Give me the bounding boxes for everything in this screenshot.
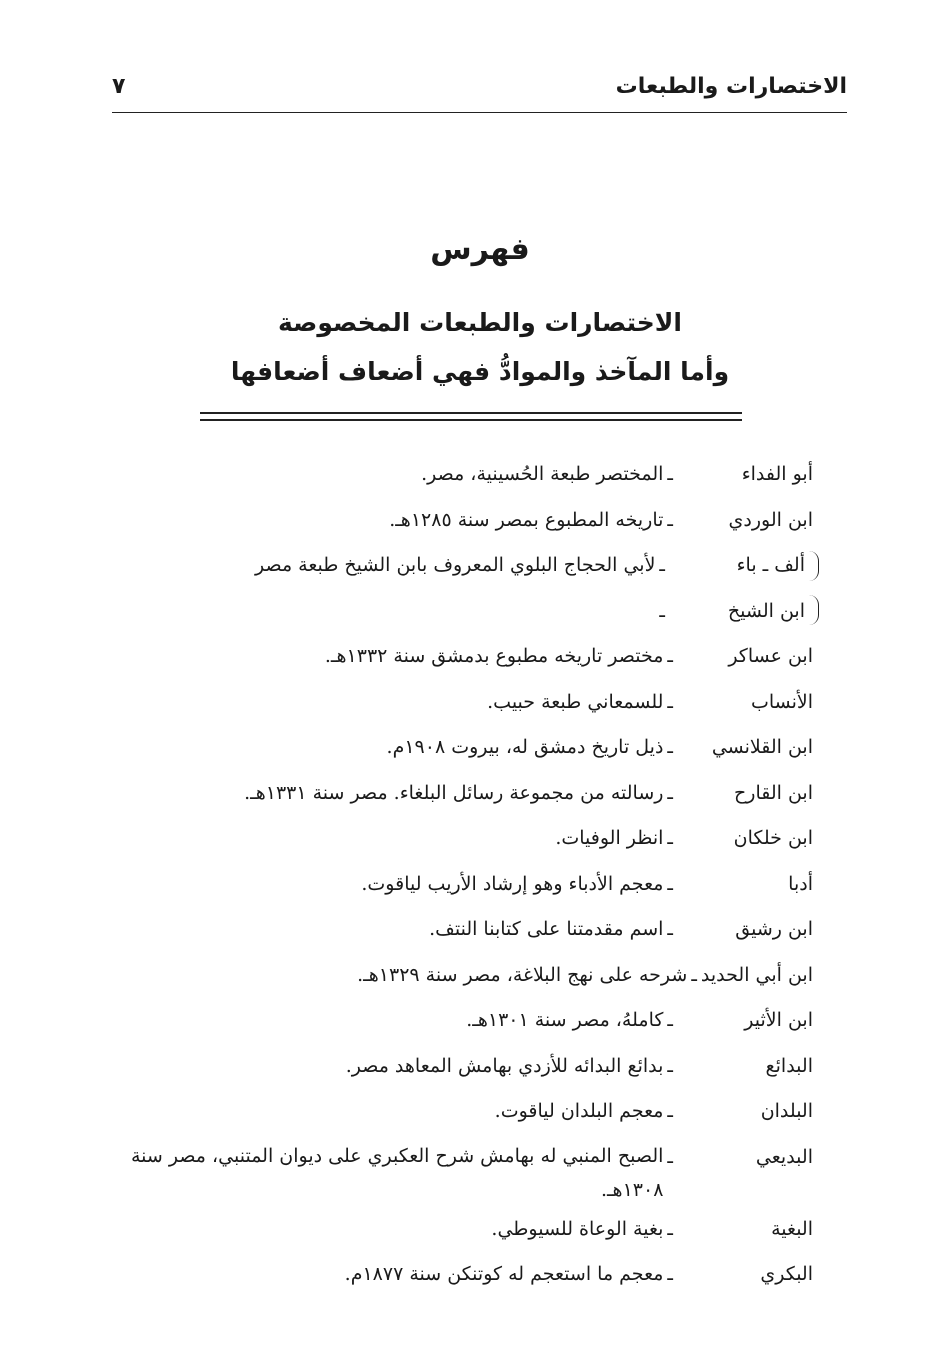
entry-term: ابن الوردي xyxy=(728,508,813,531)
list-item xyxy=(108,498,813,544)
entry-dash: ـ xyxy=(667,1009,673,1031)
entry-term: الأنساب xyxy=(750,690,813,713)
list-item xyxy=(108,1135,813,1207)
entry-term: أبو الفداء xyxy=(741,463,813,485)
entry-term: ألف ـ باء xyxy=(736,554,805,576)
entry-dash: ـ xyxy=(667,1263,673,1285)
list-item xyxy=(108,452,813,498)
entry-term: البدائع xyxy=(765,1054,813,1077)
entry-dash: ـ xyxy=(667,1100,673,1122)
brace-bracket xyxy=(808,551,819,581)
list-item xyxy=(108,816,813,862)
entry-dash: ـ xyxy=(691,963,697,986)
entry-dash: ـ xyxy=(667,872,673,895)
entry-description: كاملهُ، مصر سنة ١٣٠١هـ. xyxy=(466,1009,664,1031)
entry-term: ابن الشيخ xyxy=(727,599,805,622)
double-rule-divider xyxy=(200,412,742,421)
entry-dash: ـ xyxy=(659,554,665,576)
list-item xyxy=(108,634,813,680)
list-item xyxy=(108,543,813,589)
list-item xyxy=(108,1089,813,1135)
list-item xyxy=(108,953,813,999)
brace-bracket xyxy=(808,595,819,625)
entry-term: البلدان xyxy=(760,1100,813,1122)
entry-description: مختصر تاريخه مطبوع بدمشق سنة ١٣٣٢هـ. xyxy=(324,645,664,667)
entry-description: شرحه على نهج البلاغة، مصر سنة ١٣٢٩هـ. xyxy=(357,963,688,986)
entry-dash: ـ xyxy=(667,736,673,758)
entry-term: أدبا xyxy=(788,872,813,895)
entry-dash: ـ xyxy=(667,918,673,940)
entry-description: رسالته من مجموعة رسائل البلغاء. مصر سنة ١٣٣١هـ. xyxy=(244,781,664,804)
entry-term: البغية xyxy=(771,1217,813,1240)
list-item xyxy=(108,1207,813,1253)
entry-description: معجم الأدباء وهو إرشاد الأريب لياقوت. xyxy=(361,872,664,895)
list-item xyxy=(108,725,813,771)
entry-term: ابن القلانسي xyxy=(711,736,813,758)
list-item xyxy=(108,1044,813,1090)
entry-term: ابن خلكان xyxy=(733,827,813,849)
entry-description: الصبح المنبي له بهامش شرح العكبري على ديوان المتنبي، مصر سنة ١٣٠٨هـ. xyxy=(130,1144,664,1201)
entry-term: ابن عساكر xyxy=(728,645,813,667)
entry-dash: ـ xyxy=(667,781,673,804)
page-number: ٧ xyxy=(112,74,126,99)
entry-dash: ـ xyxy=(667,1217,673,1240)
entry-dash: ـ xyxy=(667,508,673,531)
entry-dash: ـ xyxy=(659,599,665,622)
entry-dash: ـ xyxy=(667,1145,673,1168)
entry-description: معجم البلدان لياقوت. xyxy=(494,1100,664,1122)
entry-term: ابن الأثير xyxy=(744,1009,813,1031)
entry-term: ابن رشيق xyxy=(735,918,813,940)
entry-dash: ـ xyxy=(667,463,673,485)
entry-description: ذيل تاريخ دمشق له، بيروت ١٩٠٨م. xyxy=(386,736,664,758)
list-item xyxy=(108,998,813,1044)
entry-description: اسم مقدمتنا على كتابنا النتف. xyxy=(429,918,664,940)
entry-dash: ـ xyxy=(667,827,673,849)
list-item xyxy=(108,907,813,953)
list-item xyxy=(108,680,813,726)
entry-description: تاريخه المطبوع بمصر سنة ١٢٨٥هـ. xyxy=(389,508,664,531)
abbreviation-list xyxy=(108,452,813,1298)
running-title: الاختصارات والطبعات xyxy=(615,74,847,99)
entry-dash: ـ xyxy=(667,690,673,713)
entry-description: بدائع البدائه للأزدي بهامش المعاهد مصر. xyxy=(345,1054,664,1077)
entry-description: انظر الوفيات. xyxy=(555,827,664,849)
list-item xyxy=(108,862,813,908)
entry-term: البكري xyxy=(760,1263,813,1285)
entry-description: بغية الوعاة للسيوطي. xyxy=(491,1217,664,1240)
entry-term: ابن القارح xyxy=(734,781,813,804)
entry-description: لأبي الحجاج البلوي المعروف بابن الشيخ طبعة مصر xyxy=(254,554,656,576)
entry-dash: ـ xyxy=(667,1054,673,1077)
entry-term: ابن أبي الحديد xyxy=(700,963,813,986)
index-title: فهرس xyxy=(430,232,530,267)
list-item xyxy=(108,771,813,817)
section-heading: الاختصارات والطبعات المخصوصة xyxy=(278,308,682,337)
entry-description: معجم ما استعجم له كوتنكن سنة ١٨٧٧م. xyxy=(344,1263,664,1285)
list-item xyxy=(108,589,813,635)
entry-description: المختصر طبعة الحُسينية، مصر. xyxy=(421,463,664,485)
list-item xyxy=(108,1252,813,1298)
section-subheading: وأما المآخذ والموادُّ فهي أضعاف أضعافها xyxy=(230,357,730,386)
entry-dash: ـ xyxy=(667,645,673,667)
entry-term: البديعي xyxy=(755,1145,813,1168)
running-header xyxy=(112,72,847,113)
entry-description: للسمعاني طبعة حبيب. xyxy=(487,690,664,713)
